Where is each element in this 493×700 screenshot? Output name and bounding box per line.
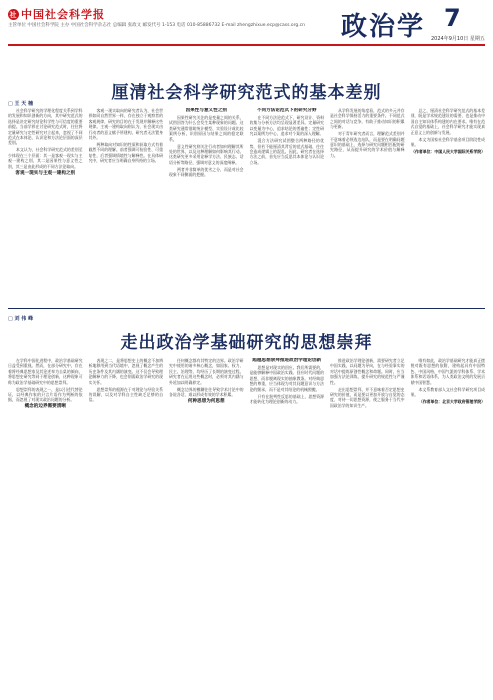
- article-headline: 厘清社会科学研究范式的基本差别: [111, 83, 382, 103]
- paragraph: 思想崇拜的表现之一，是以引述代替论证，以经典作家的只言片语作为判断的依据，而忽视了对现实政治问题的分析。: [8, 386, 83, 403]
- paragraph: 本文认为，社会科学研究范式的差别至少体现在三个层面：其一是客观一现实与主观一建构之别，其二是因果性与意义性之别，其三是由此形成的不同方法论取向。: [8, 147, 83, 169]
- paragraph: 社会科学研究的学理化程度关系到学科的发展和知识创新的方向，其中研究范式的选择是决定研究结论科学性与可信度的重要前提。当前学界在讨论研究范式时，往往将定量研究与定性研究对立起来，忽视了不同范式在本体论、认识论和方法论层面的深层差别。: [8, 108, 83, 146]
- author-affiliation: （作者单位：北京大学政府管理学院）: [418, 399, 485, 405]
- article-headline: 走出政治学基础研究的思想崇拜: [120, 333, 373, 353]
- paragraph: 因果性研究关注的是变量之间的关系，试图回答为什么会发生某种现象的问题。这类研究通常借助统计模型、实验设计或比较案例分析，识别原因与结果之间的稳定联系。: [169, 115, 244, 142]
- article-column: [250, 358, 325, 696]
- paragraph: 混合方法研究试图整合两种路径的优势，但若不能厘清其背后的范式基础，往往会造成逻辑上的混乱。因此，研究者在选择方法之前，首先应当反思其本体论与认识论立场。: [249, 138, 324, 165]
- article-column: [89, 358, 164, 696]
- paragraph: 本文系教育部人文社会科学研究项目成果。: [410, 386, 485, 398]
- section-subhead: 超越思想崇拜推进政治学理论创新: [252, 358, 322, 363]
- logo-emblem-icon: 社: [9, 10, 18, 19]
- paragraph: 表现之二，是将思想史上的概念不加辨析地移用到当代语境中，忽视了概念产生的历史条件及其内涵的演变。这不仅会导致理论解释力的下降，也会削弱政治学研究的现实关怀。: [88, 358, 163, 385]
- section-title: 政治学: [341, 12, 426, 42]
- section-subhead: 何种思想为何思想: [187, 399, 225, 405]
- paragraph: 思想是对现实的回应。我们所需要的，是能够解释中国政治实践、回应时代问题的思想，而非脱离现实的抽象教条。对经典思想的尊重，应当体现为对其问题意识与方法论的继承，而不是对其结论的机械照搬。: [249, 365, 324, 392]
- article-top: [8, 48, 485, 270]
- masthead-divider: [8, 44, 485, 46]
- paragraph: 两种取向对知识的性质和获取方式有着截然不同的理解。前者强调可检验性、可重复性，后者强调情境性与解释性。在具体研究中，研究者应当明确自身所持的立场。: [88, 142, 163, 164]
- paragraph: 本文为国家社会科学基金项目阶段性成果。: [410, 136, 485, 148]
- paragraph: 唯有如此，政治学基础研究才能真正摆脱对既有思想的依附，建构起具有中国特色、中国风格、中国气派的学科体系、学术体系和话语体系，为人类政治文明的发展贡献中国智慧。: [410, 358, 485, 385]
- article-author: □ 刘 伟 峰: [8, 316, 33, 322]
- page-number: 7: [444, 4, 461, 32]
- paragraph: 在学科中国化进程中，政治学基础研究日益受到重视。然而，在部分研究中，存在着将经典思想家及其论述奉为圭臬的倾向，将思想史研究等同于理论创新，这种现象可称为政治学基础研究中的思想崇拜。: [8, 358, 83, 385]
- article-column: [169, 358, 244, 696]
- paragraph: 对于青年研究者而言，理解范式差别并不意味着必须选边站队，而是要在明确问题意识的基础上，选择与研究问题相匹配的研究路径，从而提升研究的学术价值与解释力。: [330, 131, 405, 158]
- paragraph: 客观一现实取向的研究者认为，社会世界如同自然世界一样，存在独立于观察者的客观规律，研究的目的在于发现并解释这些规律。主观一建构取向则认为，社会现实由行动者的意义赋予所建构，研究者无法置身其外。: [88, 108, 163, 141]
- newspaper-logo: [8, 6, 105, 22]
- article-body: [8, 358, 485, 696]
- article-author: □ 王 天 楠: [8, 101, 33, 107]
- section-subhead: 因果性与意义性之别: [185, 108, 227, 113]
- article-column: [330, 358, 405, 696]
- section-subhead: 概念的边界需要清晰: [24, 404, 66, 410]
- article-column: [411, 358, 486, 696]
- article-divider: [8, 308, 485, 309]
- section-subhead: 不同方法论范式下的研究分野: [256, 108, 317, 113]
- paragraph: 思想崇拜的根源在于对理论与经验关系的误解，以及对学科自主性缺乏足够的自信。: [88, 386, 163, 403]
- paragraph: 意义性研究则关注行动者如何理解其所处的世界，以及这种理解如何影响其行动。这类研究更多采用诠释学方法、民族志、话语分析等路径，强调对意义的深度阐释。: [169, 143, 244, 165]
- paragraph: 总之，厘清社会科学研究范式的基本差别，既是学术规范建设的需要，也是推动中国自主知识体系构建的内在要求。唯有在范式自觉的基础上，社会科学研究才能实现真正意义上的创新与发展。: [410, 108, 485, 135]
- paragraph: 只有在批判性反思的基础上，思想资源才能转化为理论创新的动力。: [249, 393, 324, 405]
- article-bottom: [8, 312, 485, 696]
- masthead-info-line: 主管单位 中国社会科学院 主办 中国社会科学杂志社 总编辑 张政文 邮发代号 1-153 电话 010-85886732 E-mail zhengzhixue.ecp@cass.org.cn: [8, 23, 305, 28]
- newspaper-name: 中国社会科学报: [21, 8, 105, 21]
- paragraph: 推进政治学理论创新，需要研究者立足中国实践，以问题为导向，在与经验事实的对话中提炼原创性概念和命题。同时，应当加强方法论训练，提升研究的规范性与严谨性。: [330, 358, 405, 385]
- issue-date: 2024年9月10日 星期五: [431, 36, 485, 42]
- masthead: [8, 6, 485, 46]
- author-affiliation: （作者单位：中国人民大学国际关系学院）: [411, 149, 485, 155]
- article-column: [8, 358, 83, 696]
- paragraph: 概念边界的模糊往往导致学术讨论中的各说各话，难以形成有效的学术积累。: [169, 386, 244, 398]
- paragraph: 两者并非简单的优劣之分，而是对社会现象不同侧面的把握。: [169, 166, 244, 178]
- paragraph: 走出思想崇拜，并不意味着否定思想史研究的价值，而是要以更加开放与自觉的态度，对待一切思想资源，使之服务于当代中国政治学的知识生产。: [330, 386, 405, 408]
- section-subhead: 客观一现实与主观一建构之别: [15, 170, 76, 176]
- paragraph: 任何概念都有其特定的边界。政治学研究中使用的诸多核心概念，如国家、权力、民主、治理等，均经历了长期的演变过程。研究者在运用这些概念时，必须对其内涵与外延加以明确界定。: [169, 358, 244, 385]
- paragraph: 从学科发展的角度看，范式的多元并存是社会科学保持活力的重要条件。不同范式之间的对话与竞争，有助于推动知识的积累与更新。: [330, 108, 405, 130]
- paragraph: 在不同方法论范式下，研究设计、资料收集与分析方法均呈现显著差异。定量研究以变量为中心，追求结论的普遍性；定性研究以案例为中心，追求对个案的深入理解。: [249, 115, 324, 137]
